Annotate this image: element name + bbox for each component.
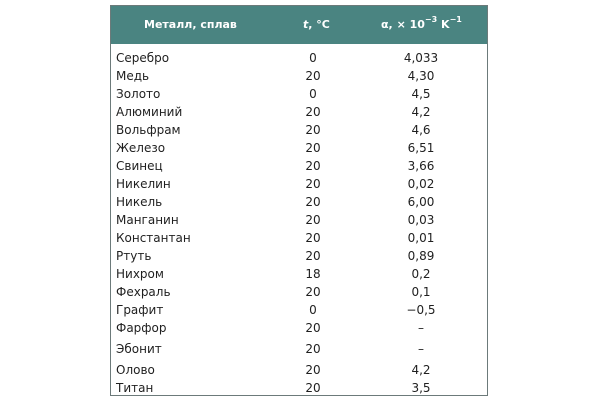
- header-alpha: [381, 6, 462, 44]
- cell-alpha: −0,5: [406, 303, 436, 317]
- cell-temperature: 0: [309, 303, 317, 317]
- header-alpha-exponent: −3: [424, 15, 438, 25]
- cell-alpha: 6,51: [407, 141, 435, 155]
- table-row: [111, 379, 487, 397]
- cell-metal-name: Алюминий: [116, 105, 183, 119]
- cell-metal-name: Фарфор: [116, 321, 167, 335]
- cell-alpha: 4,033: [403, 51, 439, 65]
- cell-temperature: 20: [305, 123, 321, 137]
- cell-metal-name: Константан: [116, 231, 191, 245]
- cell-metal-name: Графит: [116, 303, 164, 317]
- table-row: [111, 139, 487, 157]
- header-alpha-unit-exponent: −1: [449, 15, 462, 25]
- cell-temperature: 20: [305, 285, 321, 299]
- cell-alpha: 4,6: [411, 123, 431, 137]
- table-row: [111, 193, 487, 211]
- cell-metal-name: Свинец: [116, 159, 163, 173]
- cell-alpha: 3,66: [407, 159, 435, 173]
- cell-metal-name: Эбонит: [116, 342, 162, 356]
- header-metal: Металл, сплав: [144, 18, 237, 31]
- cell-temperature: 20: [305, 159, 321, 173]
- cell-temperature: 20: [305, 381, 321, 395]
- cell-alpha: 4,5: [411, 87, 431, 101]
- cell-metal-name: Железо: [116, 141, 166, 155]
- header-alpha-prefix: α, × 10: [381, 18, 425, 31]
- cell-alpha: 0,01: [407, 231, 435, 245]
- cell-alpha: 3,5: [411, 381, 431, 395]
- cell-alpha: 0,89: [407, 249, 435, 263]
- cell-alpha: –: [418, 342, 424, 356]
- table-row: [111, 319, 487, 340]
- table-row: [111, 247, 487, 265]
- cell-temperature: 0: [309, 51, 317, 65]
- table-row: [111, 103, 487, 121]
- table-row: [111, 85, 487, 103]
- cell-alpha: 0,2: [411, 267, 431, 281]
- cell-alpha: 0,1: [411, 285, 431, 299]
- table-body: [111, 49, 487, 397]
- cell-metal-name: Золото: [116, 87, 161, 101]
- table-row: [111, 301, 487, 319]
- table-row: [111, 283, 487, 301]
- cell-metal-name: Медь: [116, 69, 150, 83]
- cell-metal-name: Манганин: [116, 213, 179, 227]
- table-row: [111, 49, 487, 67]
- cell-temperature: 20: [305, 69, 321, 83]
- cell-alpha: 6,00: [407, 195, 435, 209]
- table-row: [111, 361, 487, 379]
- cell-temperature: 20: [305, 321, 321, 335]
- resistivity-coefficient-table: [110, 5, 488, 396]
- cell-metal-name: Никель: [116, 195, 163, 209]
- cell-temperature: 20: [305, 342, 321, 356]
- header-temperature: [303, 6, 330, 44]
- cell-temperature: 20: [305, 363, 321, 377]
- cell-temperature: 20: [305, 195, 321, 209]
- cell-temperature: 20: [305, 141, 321, 155]
- cell-metal-name: Серебро: [116, 51, 170, 65]
- table-row: [111, 121, 487, 139]
- header-temperature-unit: , °C: [308, 18, 330, 31]
- cell-metal-name: Вольфрам: [116, 123, 181, 137]
- table-row: [111, 265, 487, 283]
- header-temperature-symbol: t: [303, 18, 309, 31]
- cell-alpha: 4,2: [411, 105, 431, 119]
- table-header: [111, 6, 487, 44]
- table-row: [111, 175, 487, 193]
- cell-metal-name: Нихром: [116, 267, 164, 281]
- cell-alpha: 4,2: [411, 363, 431, 377]
- table-row: [111, 157, 487, 175]
- cell-temperature: 20: [305, 249, 321, 263]
- cell-temperature: 0: [309, 87, 317, 101]
- header-alpha-unit: K: [437, 18, 450, 31]
- cell-temperature: 20: [305, 177, 321, 191]
- cell-temperature: 20: [305, 105, 321, 119]
- cell-alpha: –: [418, 321, 424, 335]
- cell-metal-name: Ртуть: [116, 249, 152, 263]
- table-row: [111, 340, 487, 361]
- cell-alpha: 0,02: [407, 177, 435, 191]
- cell-metal-name: Титан: [116, 381, 154, 395]
- cell-alpha: 0,03: [407, 213, 435, 227]
- cell-metal-name: Олово: [116, 363, 155, 377]
- cell-alpha: 4,30: [407, 69, 435, 83]
- table-row: [111, 211, 487, 229]
- cell-temperature: 20: [305, 213, 321, 227]
- table-row: [111, 67, 487, 85]
- cell-temperature: 18: [305, 267, 321, 281]
- table-row: [111, 229, 487, 247]
- cell-metal-name: Никелин: [116, 177, 171, 191]
- cell-temperature: 20: [305, 231, 321, 245]
- cell-metal-name: Фехраль: [116, 285, 171, 299]
